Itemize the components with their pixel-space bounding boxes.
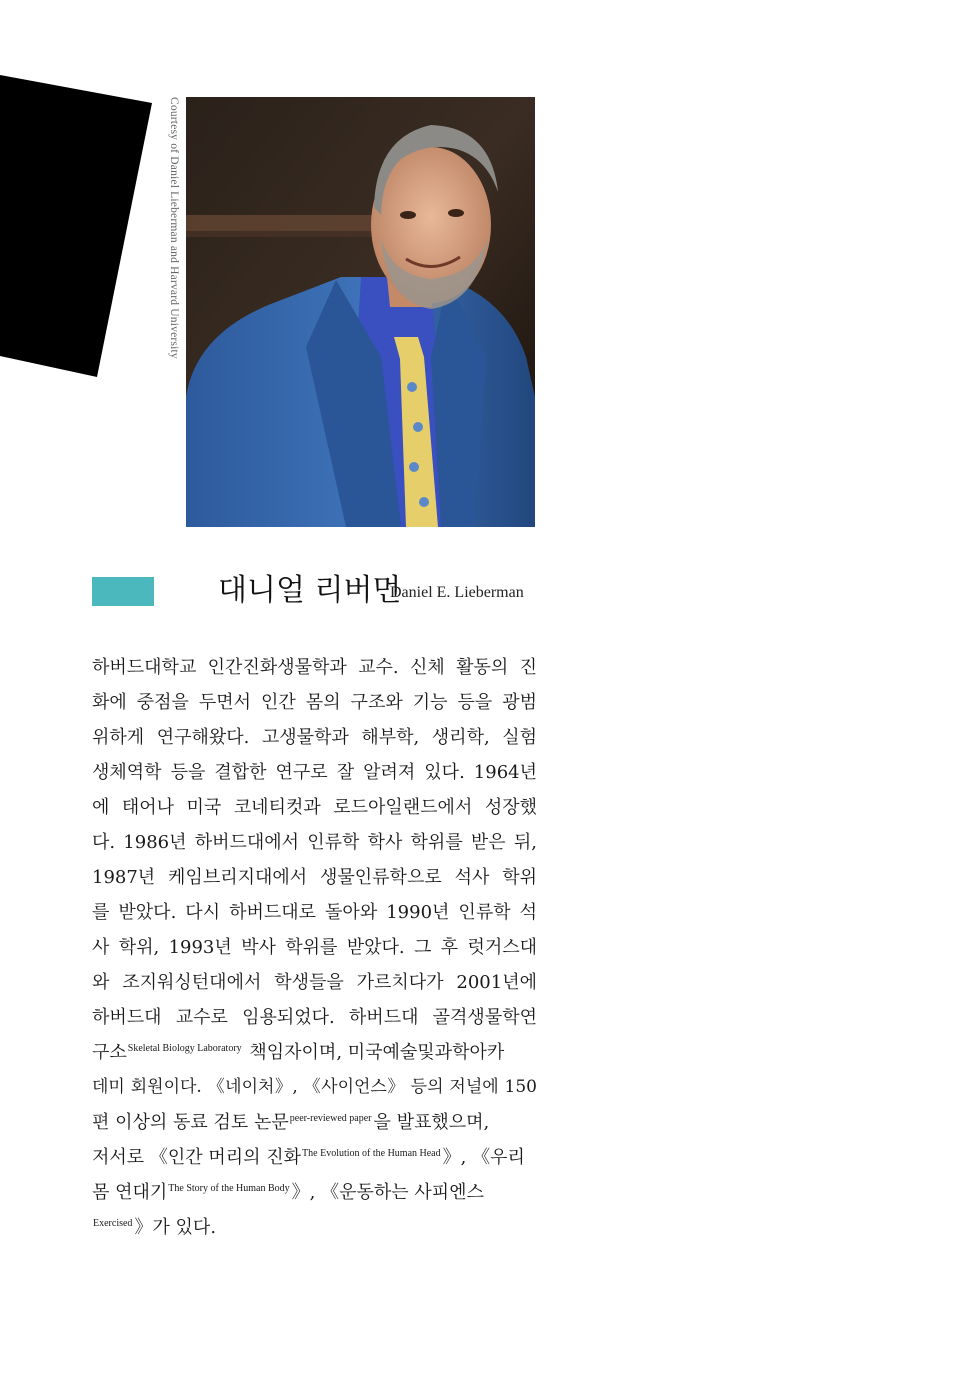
bio-text: 책임자이며, 미국예술및과학아카: [243, 1042, 505, 1063]
english-gloss: The Story of the Human Body: [168, 1183, 290, 1194]
accent-bar: [92, 577, 154, 606]
photo-credit: Courtesy of Daniel Lieberman and Harvard University: [168, 97, 180, 359]
author-portrait-illustration: [186, 97, 535, 527]
bio-text: 》, 《운동하는 사피엔스: [291, 1182, 484, 1203]
bio-line: 를 받았다. 다시 하버드대로 돌아와 1990년 인류학 석: [92, 902, 537, 923]
bio-line: [92, 1035, 537, 1070]
bio-line: 와 조지워싱턴대에서 학생들을 가르치다가 2001년에: [92, 972, 537, 993]
bio-text: 》가 있다.: [134, 1217, 217, 1238]
english-gloss: Skeletal Biology Laboratory: [127, 1043, 242, 1054]
decorative-black-block: [0, 0, 160, 390]
english-gloss: The Evolution of the Human Head: [302, 1148, 441, 1159]
english-gloss: Exercised: [93, 1218, 133, 1229]
author-biography: [92, 650, 537, 1245]
bio-line: 데미 회원이다. 《네이처》, 《사이언스》 등의 저널에 150: [92, 1077, 537, 1097]
bio-text: 을 발표했으며,: [373, 1112, 490, 1133]
bio-text: 몸 연대기: [92, 1182, 168, 1203]
bio-line: 하버드대학교 인간진화생물학과 교수. 신체 활동의 진: [92, 657, 537, 678]
author-photo: [186, 97, 535, 527]
bio-line: [92, 1175, 537, 1210]
bio-text: 편 이상의 동료 검토 논문: [92, 1112, 289, 1133]
bio-line: 화에 중점을 두면서 인간 몸의 구조와 기능 등을 광범: [92, 692, 537, 713]
bio-line: 하버드대 교수로 임용되었다. 하버드대 골격생물학연: [92, 1007, 537, 1028]
bio-line: 위하게 연구해왔다. 고생물학과 해부학, 생리학, 실험: [92, 727, 537, 748]
bio-text: 》, 《우리: [442, 1147, 525, 1168]
bio-text: 구소: [92, 1042, 127, 1063]
bio-line: 다. 1986년 하버드대에서 인류학 학사 학위를 받은 뒤,: [92, 832, 537, 853]
author-name-english: Daniel E. Lieberman: [390, 584, 524, 601]
bio-line: 사 학위, 1993년 박사 학위를 받았다. 그 후 럿거스대: [92, 937, 537, 958]
bio-line: 생체역학 등을 결합한 연구로 잘 알려져 있다. 1964년: [92, 762, 537, 783]
bio-line: [92, 1140, 537, 1175]
bio-line: [92, 1105, 537, 1140]
author-name-korean: 대니얼 리버먼: [218, 573, 402, 608]
bio-text: 저서로 《인간 머리의 진화: [92, 1147, 302, 1168]
english-gloss: peer-reviewed paper: [289, 1113, 372, 1124]
bio-line: 1987년 케임브리지대에서 생물인류학으로 석사 학위: [92, 867, 537, 888]
bio-line: 에 태어나 미국 코네티컷과 로드아일랜드에서 성장했: [92, 797, 537, 818]
bio-line: [92, 1210, 537, 1245]
